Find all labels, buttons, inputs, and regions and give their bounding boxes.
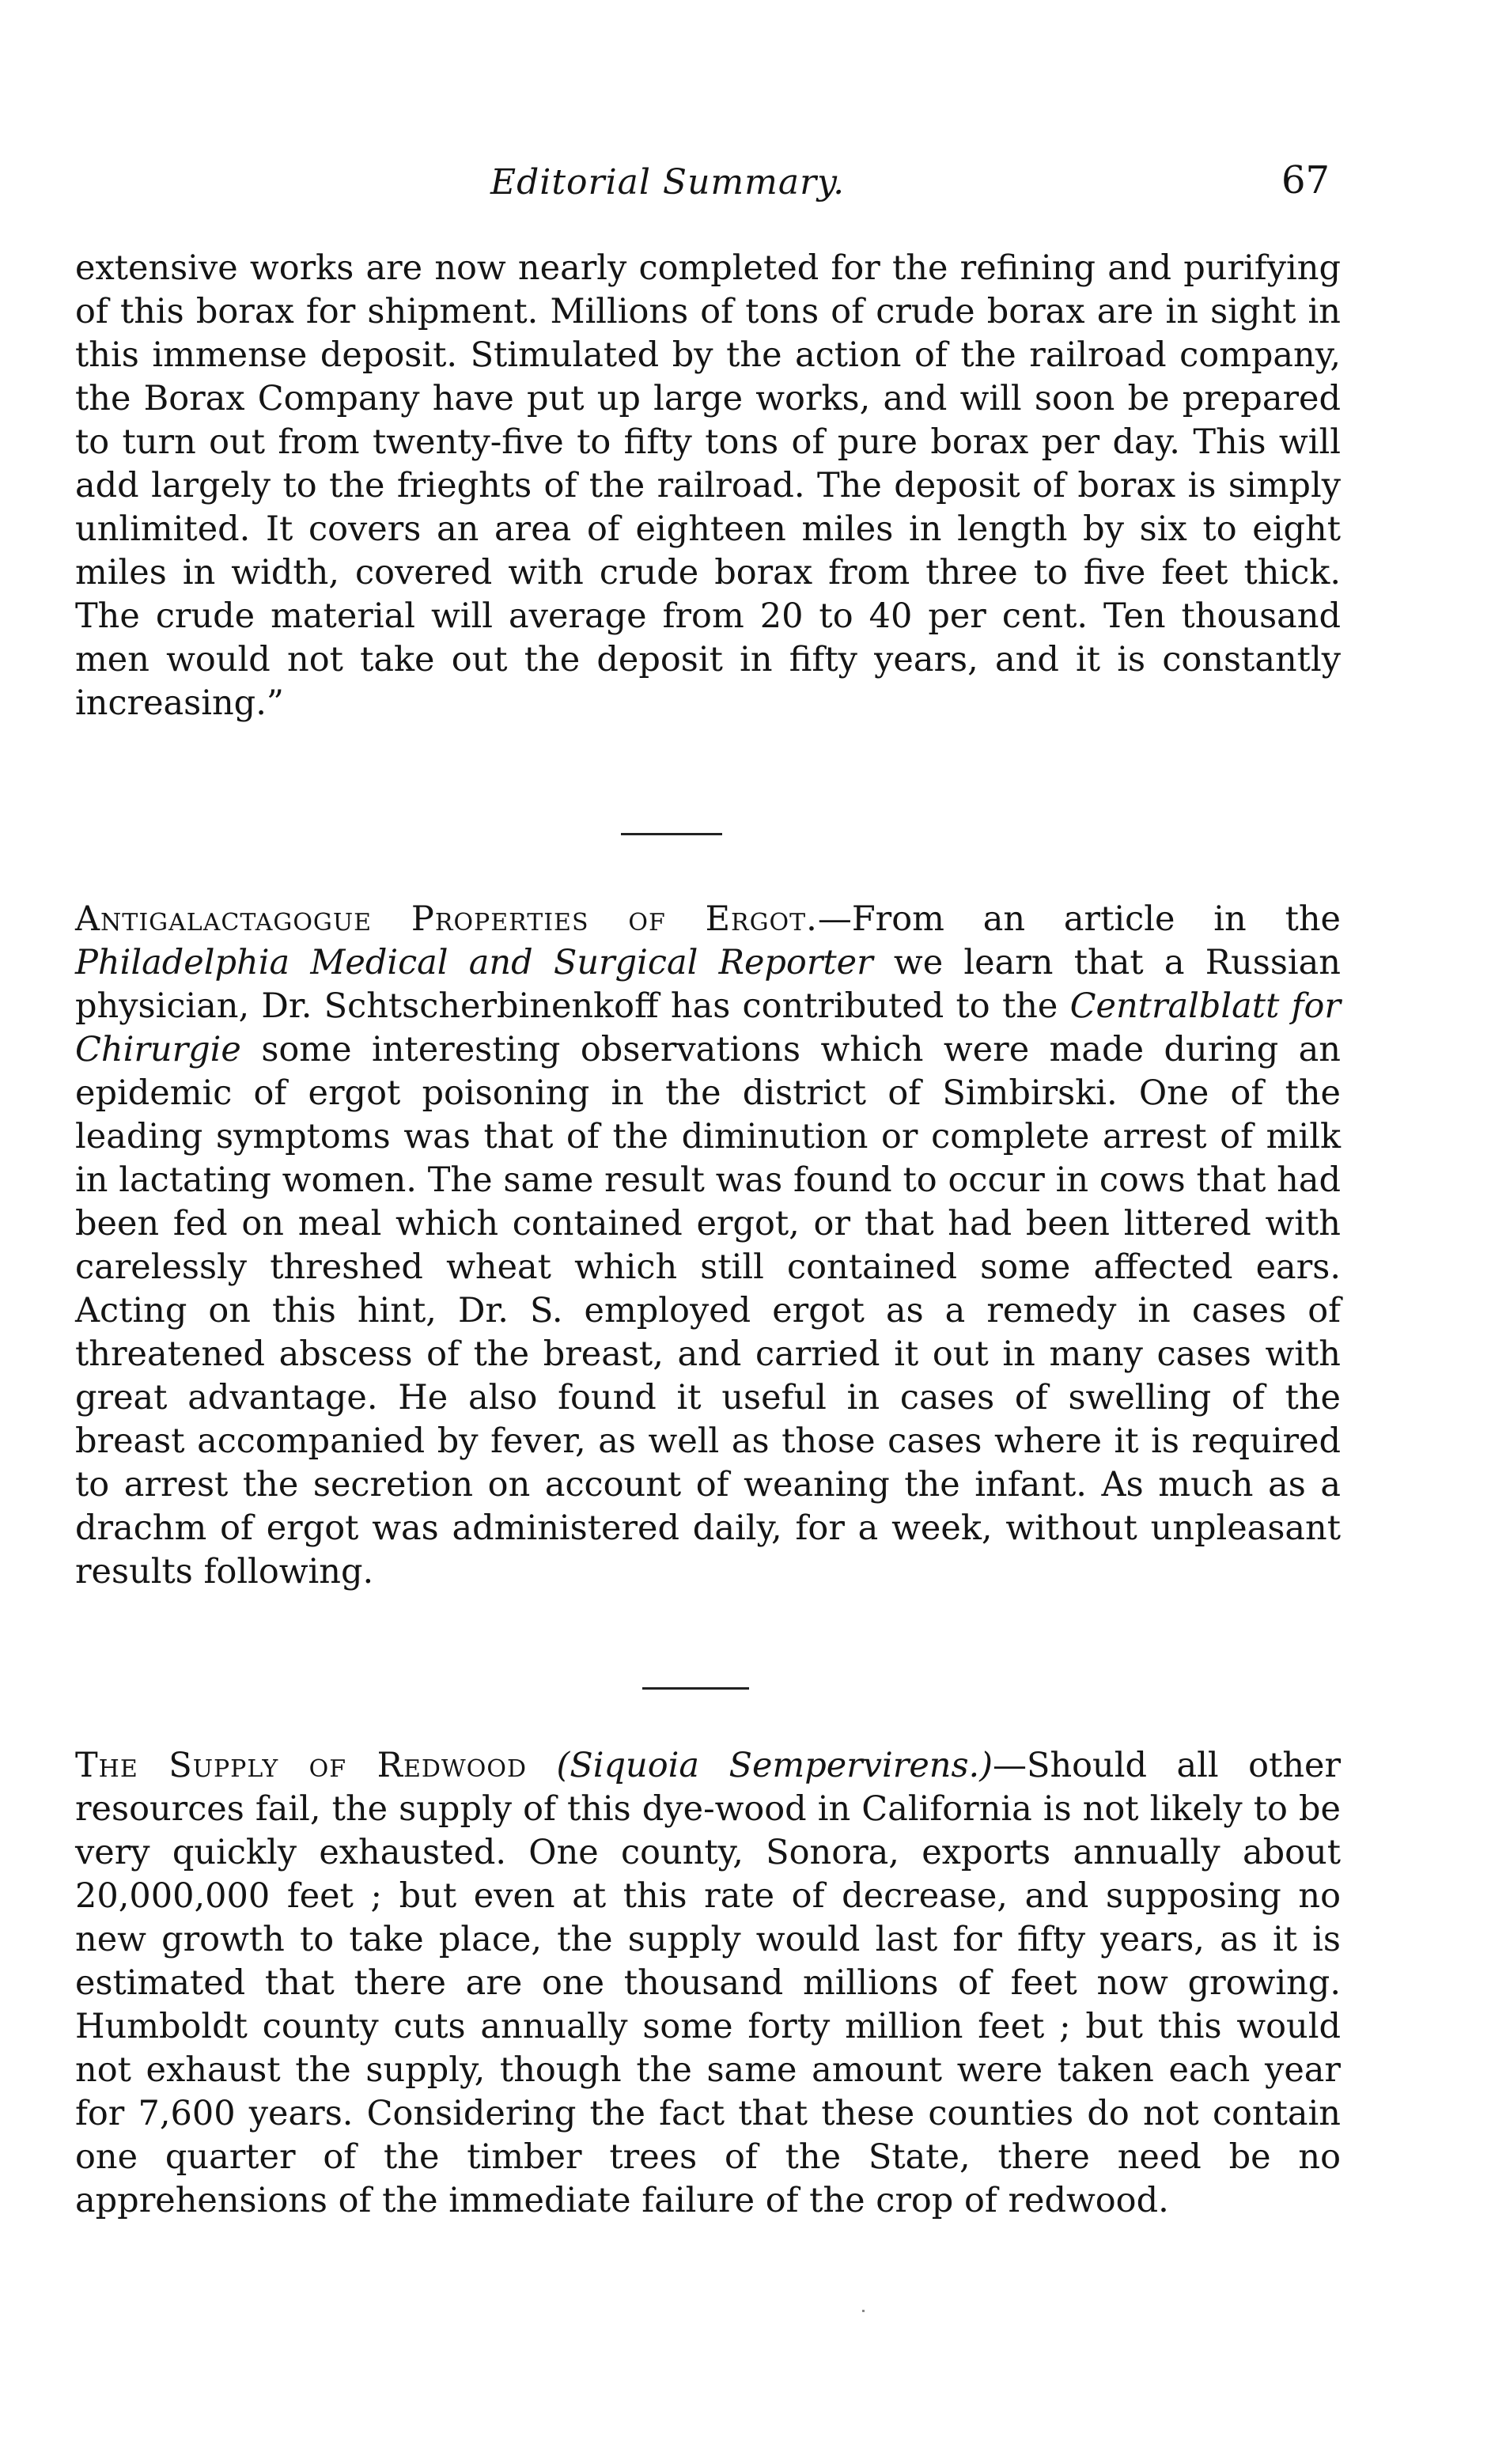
- redwood-heading: The Supply of Redwood: [75, 1746, 528, 1785]
- print-speck: [862, 2310, 865, 2312]
- running-title: Editorial Summary.: [490, 162, 846, 202]
- ergot-paragraph: [75, 898, 1341, 1594]
- latin-name: (Siquoia Sempervirens.): [527, 1746, 993, 1785]
- ergot-heading: Antigalactagogue Properties of Ergot.: [75, 899, 818, 939]
- redwood-text: —Should all other resources fail, the supply of this dye-wood in California is not likely to be very quickly exhausted. One county, Sonora, exports annually about 20,000,000 feet ; but even at this rate of decrease, and supposing no new growth to take place, the supply would last for fifty years, as it is estimated that there are one thousand millions of feet now growing. Humboldt county cuts annually some forty million feet ; but this would not exhaust the supply, though the same amount were taken each year for 7,600 years. Considering the fact that these counties do not contain one quarter of the timber trees of the State, there need be no apprehensions of the immediate failure of the crop of redwood.: [75, 1746, 1342, 2220]
- ergot-text-2: we learn that a Russian physician, Dr. Schtscherbinenkoff has contributed to the: [75, 943, 1342, 1026]
- journal-title-centralblatt: Centralblatt for Chirurgie: [75, 986, 1341, 1069]
- redwood-paragraph: [75, 1744, 1341, 2223]
- section-divider: [621, 833, 722, 835]
- ergot-text-3: some interesting observations which were made during an epidemic of ergot poisoning in the district of Simbirski. One of the leading symptoms was that of the diminution or complete arrest of milk in lactating women. The same result was found to occur in cows that had been fed on meal which contained ergot, or that had been littered with carelessly threshed wheat which still contained some affected ears. Acting on this hint, Dr. S. employed ergot as a remedy in cases of threatened abscess of the breast, and carried it out in many cases with great advantage. He also found it useful in cases of swelling of the breast accompanied by fever, as well as those cases where it is required to arrest the secretion on account of weaning the infant. As much as a drachm of ergot was administered daily, for a week, without unpleasant results following.: [75, 1030, 1341, 1592]
- page-number: 67: [1281, 158, 1330, 202]
- ergot-text-1: —From an article in the: [817, 899, 1341, 939]
- journal-title-reporter: Philadelphia Medical and Surgical Reporter: [75, 943, 873, 982]
- borax-paragraph: extensive works are now nearly completed for the refining and purifying of this borax for shipment. Millions of tons of crude borax are in sight in this immense deposit. Stimulated by the action of the railroad company, the Borax Company have put up large works, and will soon be prepared to turn out from twenty-five to fifty tons of pure borax per day. This will add largely to the frieghts of the railroad. The deposit of borax is simply unlimited. It covers an area of eighteen miles in length by six to eight miles in width, covered with crude borax from three to five feet thick. The crude material will average from 20 to 40 per cent. Ten thousand men would not take out the deposit in fifty years, and it is constantly increasing.”: [75, 248, 1341, 723]
- section-divider: [642, 1687, 749, 1690]
